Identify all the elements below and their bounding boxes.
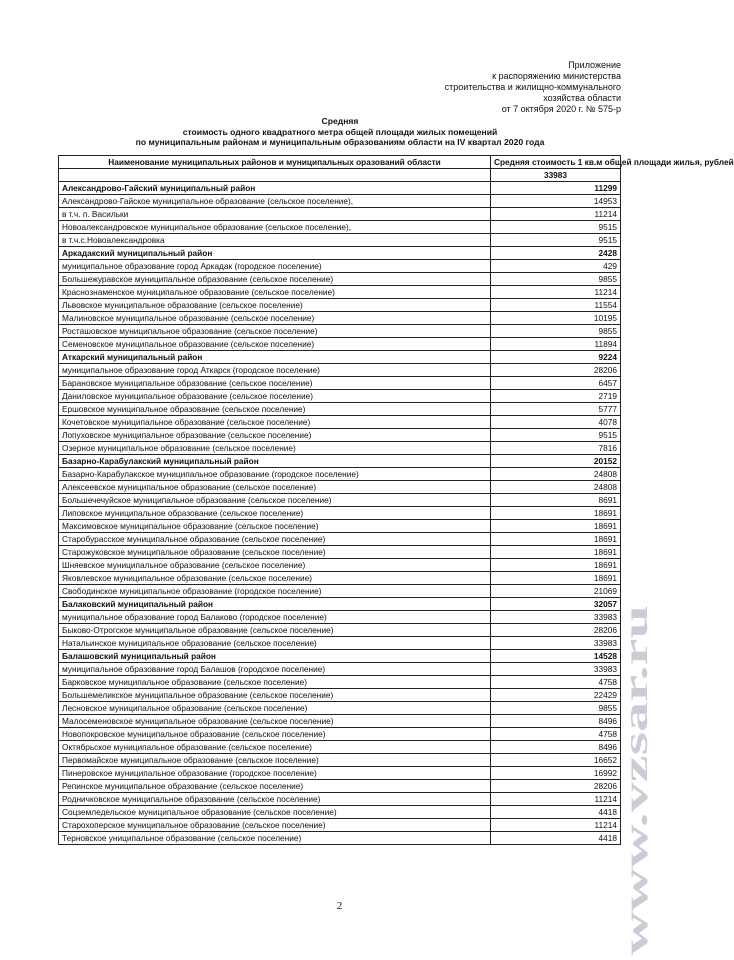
table-row [59, 208, 621, 221]
table-row [59, 299, 621, 312]
row-name-cell: Аркадакский муниципальный район [59, 247, 491, 260]
row-name-cell: Аткарский муниципальный район [59, 351, 491, 364]
row-value-cell: 11214 [491, 793, 621, 806]
table-row [59, 481, 621, 494]
row-name-cell: Яковлевское муниципальное образование (сельское поселение) [59, 572, 491, 585]
row-name-cell: Натальинское муниципальное образование (сельское поселение) [59, 637, 491, 650]
table-row [59, 260, 621, 273]
row-name-cell: Лопуховское муниципальное образование (сельское поселение) [59, 429, 491, 442]
title-line: Средняя [321, 116, 359, 126]
row-value-cell: 4078 [491, 416, 621, 429]
row-value-cell: 14528 [491, 650, 621, 663]
row-name-cell: муниципальное образование город Балашов (городское поселение) [59, 663, 491, 676]
row-value-cell: 24808 [491, 481, 621, 494]
document-title [60, 116, 620, 148]
row-value-cell: 2428 [491, 247, 621, 260]
district-row [59, 247, 621, 260]
table-row [59, 689, 621, 702]
table-row [59, 494, 621, 507]
row-name-cell: Первомайское муниципальное образование (сельское поселение) [59, 754, 491, 767]
table-row [59, 585, 621, 598]
table-row [59, 273, 621, 286]
district-row [59, 598, 621, 611]
table-row [59, 442, 621, 455]
annex-line: от 7 октября 2020 г. № 575-р [501, 104, 621, 114]
row-value-cell: 9515 [491, 234, 621, 247]
annex-line: хозяйства области [543, 93, 621, 103]
table-row [59, 546, 621, 559]
row-value-cell: 11299 [491, 182, 621, 195]
title-line: по муниципальным районам и муниципальным образованиям области на IV квартал 2020 года [135, 137, 545, 147]
row-value-cell: 28206 [491, 364, 621, 377]
row-value-cell: 28206 [491, 780, 621, 793]
table-row [59, 715, 621, 728]
row-value-cell: 28206 [491, 624, 621, 637]
row-name-cell: Большемеликское муниципальное образование (сельское поселение) [59, 689, 491, 702]
row-value-cell: 18691 [491, 559, 621, 572]
row-value-cell: 8496 [491, 741, 621, 754]
row-value-cell: 4418 [491, 832, 621, 845]
title-line: стоимость одного квадратного метра общей площади жилых помещений [182, 126, 498, 137]
header-name-cell: Наименование муниципальных районов и муниципальных оразований области [59, 156, 491, 169]
row-name-cell: Родничковское муниципальное образование (сельское поселение) [59, 793, 491, 806]
row-value-cell: 22429 [491, 689, 621, 702]
table-row [59, 559, 621, 572]
row-value-cell: 18691 [491, 533, 621, 546]
district-row [59, 455, 621, 468]
row-value-cell: 11894 [491, 338, 621, 351]
row-value-cell: 9224 [491, 351, 621, 364]
row-value-cell: 5777 [491, 403, 621, 416]
row-value-cell: 18691 [491, 546, 621, 559]
row-value-cell: 33983 [491, 611, 621, 624]
table-row [59, 325, 621, 338]
annex-line: строительства и жилищно-коммунального [444, 82, 621, 92]
row-value-cell: 11214 [491, 208, 621, 221]
table-row [59, 754, 621, 767]
row-name-cell: Большежуравское муниципальное образование (сельское поселение) [59, 273, 491, 286]
table-row [59, 403, 621, 416]
table-row [59, 338, 621, 351]
row-name-cell: муниципальное образование город Аркадак (городское поселение) [59, 260, 491, 273]
annex-block [361, 60, 621, 115]
total-empty-cell [59, 169, 491, 182]
table-row [59, 416, 621, 429]
row-value-cell: 8691 [491, 494, 621, 507]
header-value-cell: Средняя стоимость 1 кв.м общей площади жилья, рублей [491, 156, 621, 169]
table-row [59, 377, 621, 390]
row-name-cell: Александрово-Гайское муниципальное образование (сельское поселение), [59, 195, 491, 208]
watermark-text: www.vzsar.ru [618, 757, 655, 955]
row-name-cell: Быково-Отрогское муниципальное образование (сельское поселение) [59, 624, 491, 637]
row-name-cell: Ершовское муниципальное образование (сельское поселение) [59, 403, 491, 416]
row-name-cell: Максимовское муниципальное образование (сельское поселение) [59, 520, 491, 533]
table-row [59, 572, 621, 585]
row-value-cell: 9515 [491, 429, 621, 442]
row-name-cell: Малиновское муниципальное образование (сельское поселение) [59, 312, 491, 325]
row-name-cell: Лесновское муниципальное образование (сельское поселение) [59, 702, 491, 715]
row-name-cell: Александрово-Гайский муниципальный район [59, 182, 491, 195]
table-row [59, 637, 621, 650]
table-row [59, 819, 621, 832]
row-value-cell: 8496 [491, 715, 621, 728]
row-value-cell: 24808 [491, 468, 621, 481]
row-name-cell: Краснознаменское муниципальное образование (сельское поселение) [59, 286, 491, 299]
row-name-cell: Озерное муниципальное образование (сельское поселение) [59, 442, 491, 455]
table-row [59, 624, 621, 637]
row-value-cell: 14953 [491, 195, 621, 208]
table-row [59, 520, 621, 533]
row-value-cell: 9515 [491, 221, 621, 234]
row-name-cell: Семеновское муниципальное образование (сельское поселение) [59, 338, 491, 351]
table-row [59, 312, 621, 325]
table-row [59, 390, 621, 403]
district-row [59, 182, 621, 195]
row-value-cell: 16992 [491, 767, 621, 780]
row-value-cell: 11214 [491, 819, 621, 832]
row-name-cell: Новопокровское муниципальное образование (сельское поселение) [59, 728, 491, 741]
row-name-cell: Большечечуйское муниципальное образование (сельское поселение) [59, 494, 491, 507]
row-value-cell: 18691 [491, 572, 621, 585]
table-row [59, 702, 621, 715]
table-row [59, 832, 621, 845]
row-value-cell: 10195 [491, 312, 621, 325]
table-row [59, 429, 621, 442]
row-value-cell: 21069 [491, 585, 621, 598]
row-name-cell: Свободинское муниципальное образование (городское поселение) [59, 585, 491, 598]
row-name-cell: муниципальное образование город Балаково (городское поселение) [59, 611, 491, 624]
table-row [59, 767, 621, 780]
row-name-cell: Алексеевское муниципальное образование (сельское поселение) [59, 481, 491, 494]
table-row [59, 611, 621, 624]
row-value-cell: 18691 [491, 520, 621, 533]
table-total-row [59, 169, 621, 182]
row-name-cell: Октябрьское муниципальное образование (сельское поселение) [59, 741, 491, 754]
table-row [59, 793, 621, 806]
watermark [617, 600, 657, 960]
row-name-cell: Шняевское муниципальное образование (сельское поселение) [59, 559, 491, 572]
price-table [58, 155, 734, 845]
row-name-cell: Репинское муниципальное образование (сельское поселение) [59, 780, 491, 793]
table-row [59, 741, 621, 754]
row-name-cell: Старожуковское муниципальное образование (сельское поселение) [59, 546, 491, 559]
row-name-cell: Барановское муниципальное образование (сельское поселение) [59, 377, 491, 390]
table-row [59, 728, 621, 741]
row-value-cell: 4758 [491, 728, 621, 741]
row-value-cell: 11554 [491, 299, 621, 312]
row-name-cell: в т.ч.с.Новоалександровка [59, 234, 491, 247]
row-name-cell: Старобурасское муниципальное образование (сельское поселение) [59, 533, 491, 546]
row-value-cell: 16652 [491, 754, 621, 767]
row-name-cell: в т.ч. п. Васильки [59, 208, 491, 221]
row-name-cell: Терновское униципальное образование (сельское поселение) [59, 832, 491, 845]
row-value-cell: 6457 [491, 377, 621, 390]
table-row [59, 533, 621, 546]
row-value-cell: 20152 [491, 455, 621, 468]
row-name-cell: муниципальное образование город Аткарск (городское поселение) [59, 364, 491, 377]
table-row [59, 221, 621, 234]
district-row [59, 351, 621, 364]
district-row [59, 650, 621, 663]
total-value-cell: 33983 [491, 169, 621, 182]
row-name-cell: Новоалександровское муниципальное образование (сельское поселение), [59, 221, 491, 234]
row-name-cell: Соцземледельское муниципальное образование (сельское поселение) [59, 806, 491, 819]
row-name-cell: Базарно-Карабулакское муниципальное образование (городское поселение) [59, 468, 491, 481]
annex-line: Приложение [568, 60, 621, 70]
row-name-cell: Кочетовское муниципальное образование (сельское поселение) [59, 416, 491, 429]
table-row [59, 364, 621, 377]
row-name-cell: Львовское муниципальное образование (сельское поселение) [59, 299, 491, 312]
row-value-cell: 33983 [491, 663, 621, 676]
row-name-cell: Даниловское муниципальное образование (сельское поселение) [59, 390, 491, 403]
row-value-cell: 2719 [491, 390, 621, 403]
row-value-cell: 9855 [491, 325, 621, 338]
page-number: 2 [336, 900, 343, 912]
annex-line: к распоряжению министерства [492, 71, 621, 81]
row-name-cell: Балашовский муниципальный район [59, 650, 491, 663]
table-row [59, 676, 621, 689]
table-row [59, 468, 621, 481]
row-value-cell: 4418 [491, 806, 621, 819]
row-value-cell: 7816 [491, 442, 621, 455]
row-name-cell: Пинеровское муниципальное образование (городское поселение) [59, 767, 491, 780]
table-row [59, 195, 621, 208]
row-value-cell: 32057 [491, 598, 621, 611]
table-body [59, 182, 621, 845]
row-name-cell: Базарно-Карабулакский муниципальный район [59, 455, 491, 468]
row-value-cell: 9855 [491, 702, 621, 715]
row-value-cell: 9855 [491, 273, 621, 286]
row-value-cell: 4758 [491, 676, 621, 689]
row-name-cell: Малосеменовское муниципальное образование (сельское поселение) [59, 715, 491, 728]
table-row [59, 780, 621, 793]
table-row [59, 286, 621, 299]
row-value-cell: 429 [491, 260, 621, 273]
table-row [59, 234, 621, 247]
row-value-cell: 18691 [491, 507, 621, 520]
row-name-cell: Росташовское муниципальное образование (сельское поселение) [59, 325, 491, 338]
table-row [59, 663, 621, 676]
table-row [59, 806, 621, 819]
row-name-cell: Барковское муниципальное образование (сельское поселение) [59, 676, 491, 689]
row-value-cell: 11214 [491, 286, 621, 299]
row-name-cell: Липовское муниципальное образование (сельское поселение) [59, 507, 491, 520]
table-header-row [59, 156, 621, 169]
row-value-cell: 33983 [491, 637, 621, 650]
row-name-cell: Старохоперское муниципальное образование (сельское поселение) [59, 819, 491, 832]
row-name-cell: Балаковский муниципальный район [59, 598, 491, 611]
table-row [59, 507, 621, 520]
